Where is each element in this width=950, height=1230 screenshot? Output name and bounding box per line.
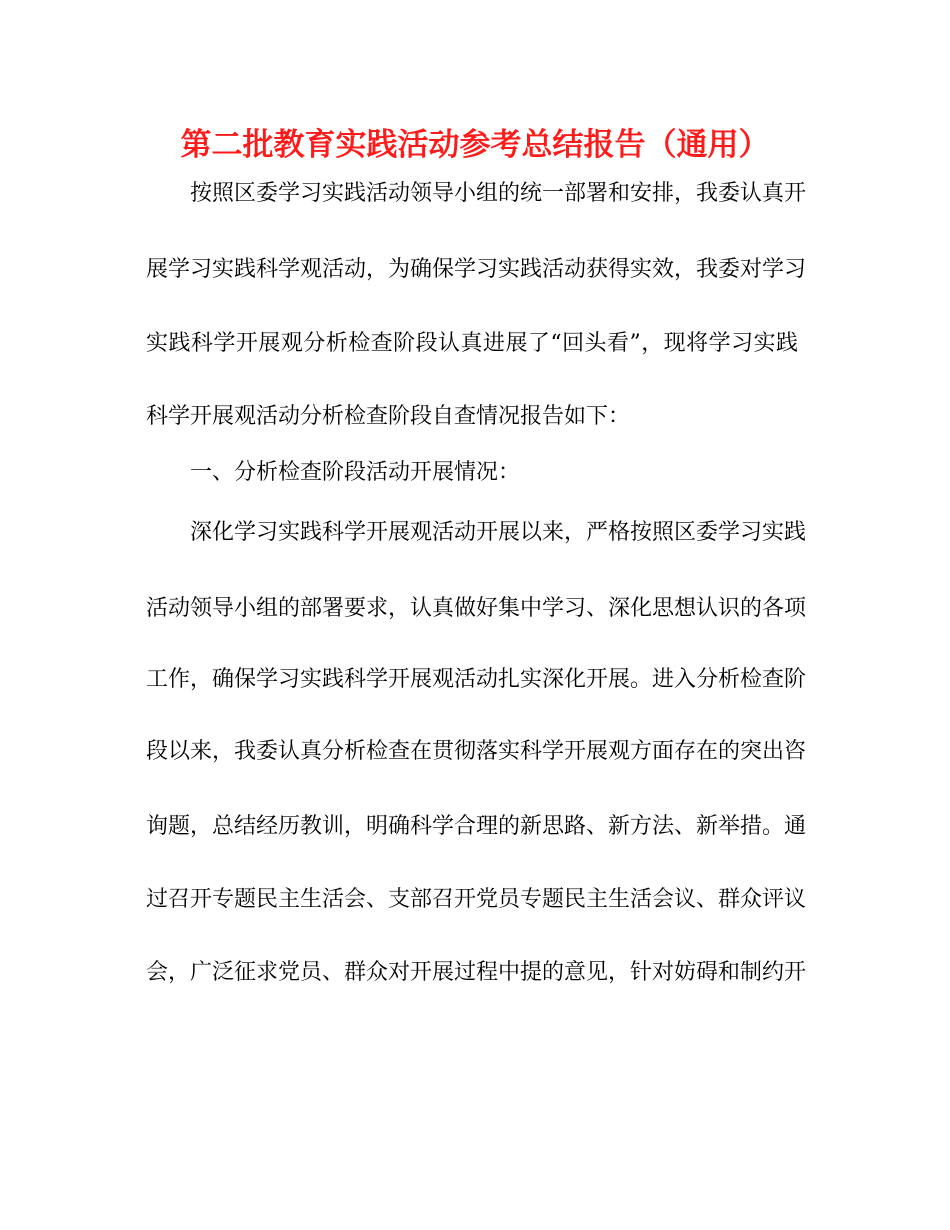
paragraph-1-line-4: 科学开展观活动分析检查阶段自查情况报告如下： (146, 404, 631, 429)
paragraph-2-line-6: 过召开专题民主生活会、支部召开党员专题民主生活会议、群众评议 (146, 887, 807, 912)
paragraph-2-line-5: 询题，总结经历教训，明确科学合理的新思路、新方法、新举措。通 (146, 814, 807, 839)
paragraph-2-line-4: 段以来，我委认真分析检查在贯彻落实科学开展观方面存在的突出咨 (146, 739, 807, 764)
paragraph-2-line-3: 工作，确保学习实践科学开展观活动扎实深化开展。进入分析检查阶 (146, 667, 807, 692)
paragraph-2-line-7: 会，广泛征求党员、群众对开展过程中提的意见，针对妨碍和制约开 (146, 960, 807, 985)
document-title: 第二批教育实践活动参考总结报告（通用） (180, 127, 770, 163)
paragraph-1-line-2: 展学习实践科学观活动，为确保学习实践活动获得实效，我委对学习 (146, 257, 807, 282)
paragraph-1-line-3: 实践科学开展观分析检查阶段认真进展了“回头看”，现将学习实践 (146, 331, 798, 356)
paragraph-2-line-2: 活动领导小组的部署要求，认真做好集中学习、深化思想认识的各项 (146, 596, 807, 621)
paragraph-1-line-1: 按照区委学习实践活动领导小组的统一部署和安排，我委认真开 (190, 181, 807, 206)
paragraph-2-line-1: 深化学习实践科学开展观活动开展以来，严格按照区委学习实践 (190, 520, 807, 545)
section-heading-1: 一、分析检查阶段活动开展情况： (190, 460, 521, 485)
